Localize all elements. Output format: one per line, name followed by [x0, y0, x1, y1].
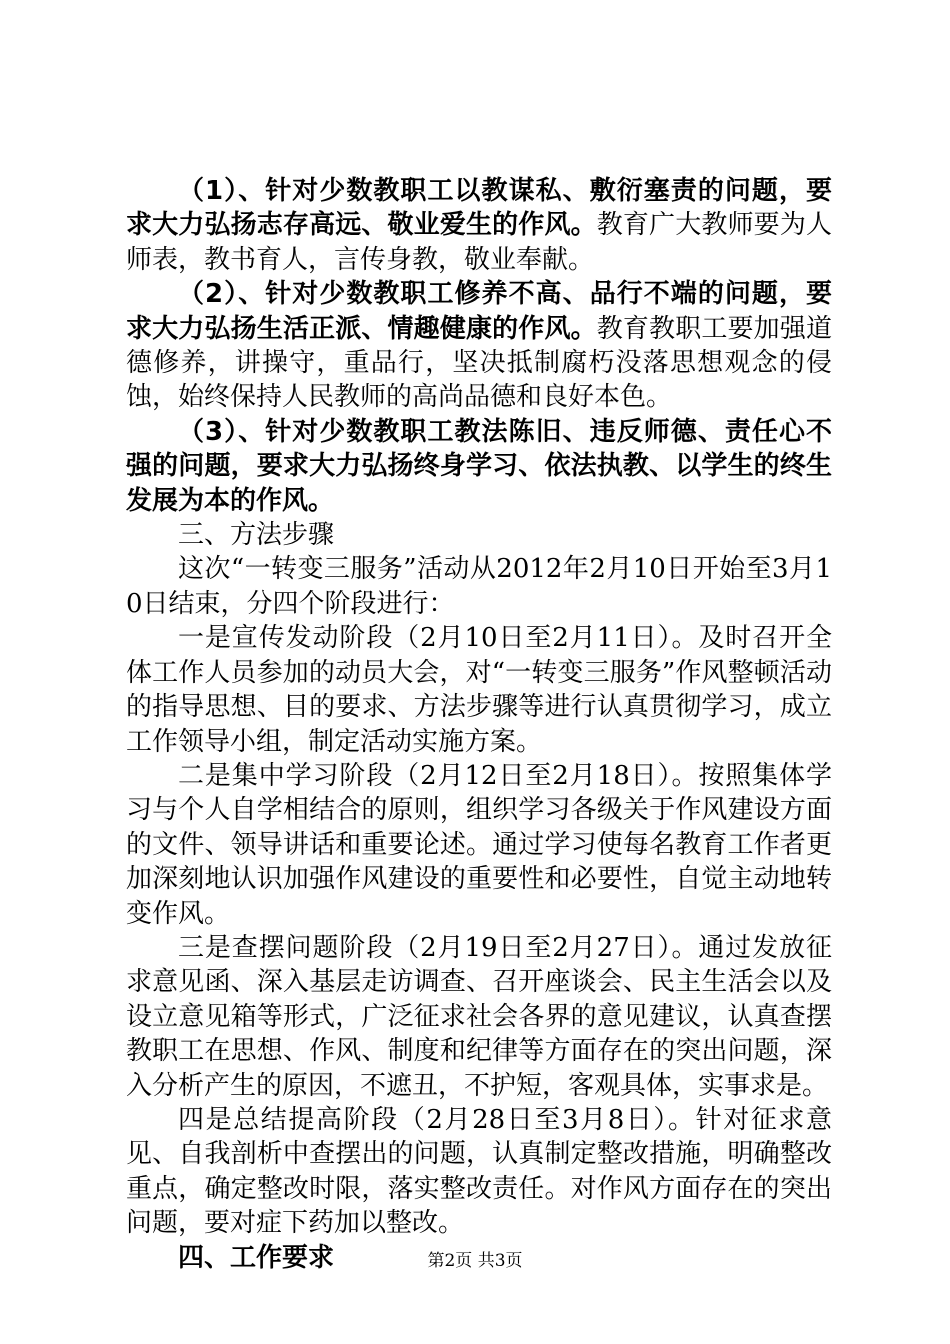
paragraph-3-lead: （3）、针对少数教职工教法陈旧、违反师德、责任心不强的问题，要求大力弘扬终身学习、依法执教、以学生的终生发展为本的作风。 [126, 416, 832, 516]
paragraph-1 [126, 174, 832, 277]
paragraph-8: 四是总结提高阶段（2月28日至3月8日）。针对征求意见、自我剖析中查摆出的问题，认真制定整改措施，明确整改重点，确定整改时限，落实整改责任。对作风方面存在的突出问题，要对症下药加以整改。 [126, 1104, 832, 1239]
document-body [126, 174, 832, 1275]
section-heading-3: 三、方法步骤 [178, 520, 335, 551]
paragraph-4: 这次“一转变三服务”活动从2012年2月10日开始至3月10日结束，分四个阶段进行： [126, 554, 832, 619]
paragraph-2-lead: （2）、针对少数教职工修养不高、品行不端的问题，要求大力弘扬生活正派、情趣健康的作风。 [126, 279, 832, 344]
paragraph-2-text: 教育教职工要加强道德修养，讲操守，重品行，坚决抵制腐朽没落思想观念的侵蚀，始终保持人民教师的高尚品德和良好本色。 [126, 313, 832, 413]
paragraph-1-lead: （1）、针对少数教职工以教谋私、敷衍塞责的问题，要求大力弘扬志存高远、敬业爱生的作风。 [126, 176, 832, 241]
paragraph-6: 二是集中学习阶段（2月12日至2月18日）。按照集体学习与个人自学相结合的原则，组织学习各级关于作风建设方面的文件、领导讲话和重要论述。通过学习使每名教育工作者更加深刻地认识加强作风建设的重要性和必要性，自觉主动地转变作风。 [126, 760, 832, 929]
paragraph-2 [126, 277, 832, 415]
paragraph-1-text: 教育广大教师要为人师表，教书育人，言传身教，敬业奉献。 [126, 210, 832, 275]
section-heading-4: 四、工作要求 [178, 1242, 335, 1273]
page-footer: 第2页 共3页 [427, 1251, 523, 1271]
paragraph-7: 三是查摆问题阶段（2月19日至2月27日）。通过发放征求意见函、深入基层走访调查、召开座谈会、民主生活会以及设立意见箱等形式，广泛征求社会各界的意见建议，认真查摆教职工在思想、作风、制度和纪律等方面存在的突出问题，深入分析产生的原因，不遮丑，不护短，客观具体，实事求是。 [126, 932, 832, 1101]
paragraph-3 [126, 415, 832, 518]
paragraph-5: 一是宣传发动阶段（2月10日至2月11日）。及时召开全体工作人员参加的动员大会，对“一转变三服务”作风整顿活动的指导思想、目的要求、方法步骤等进行认真贯彻学习，成立工作领导小组，制定活动实施方案。 [126, 623, 832, 757]
